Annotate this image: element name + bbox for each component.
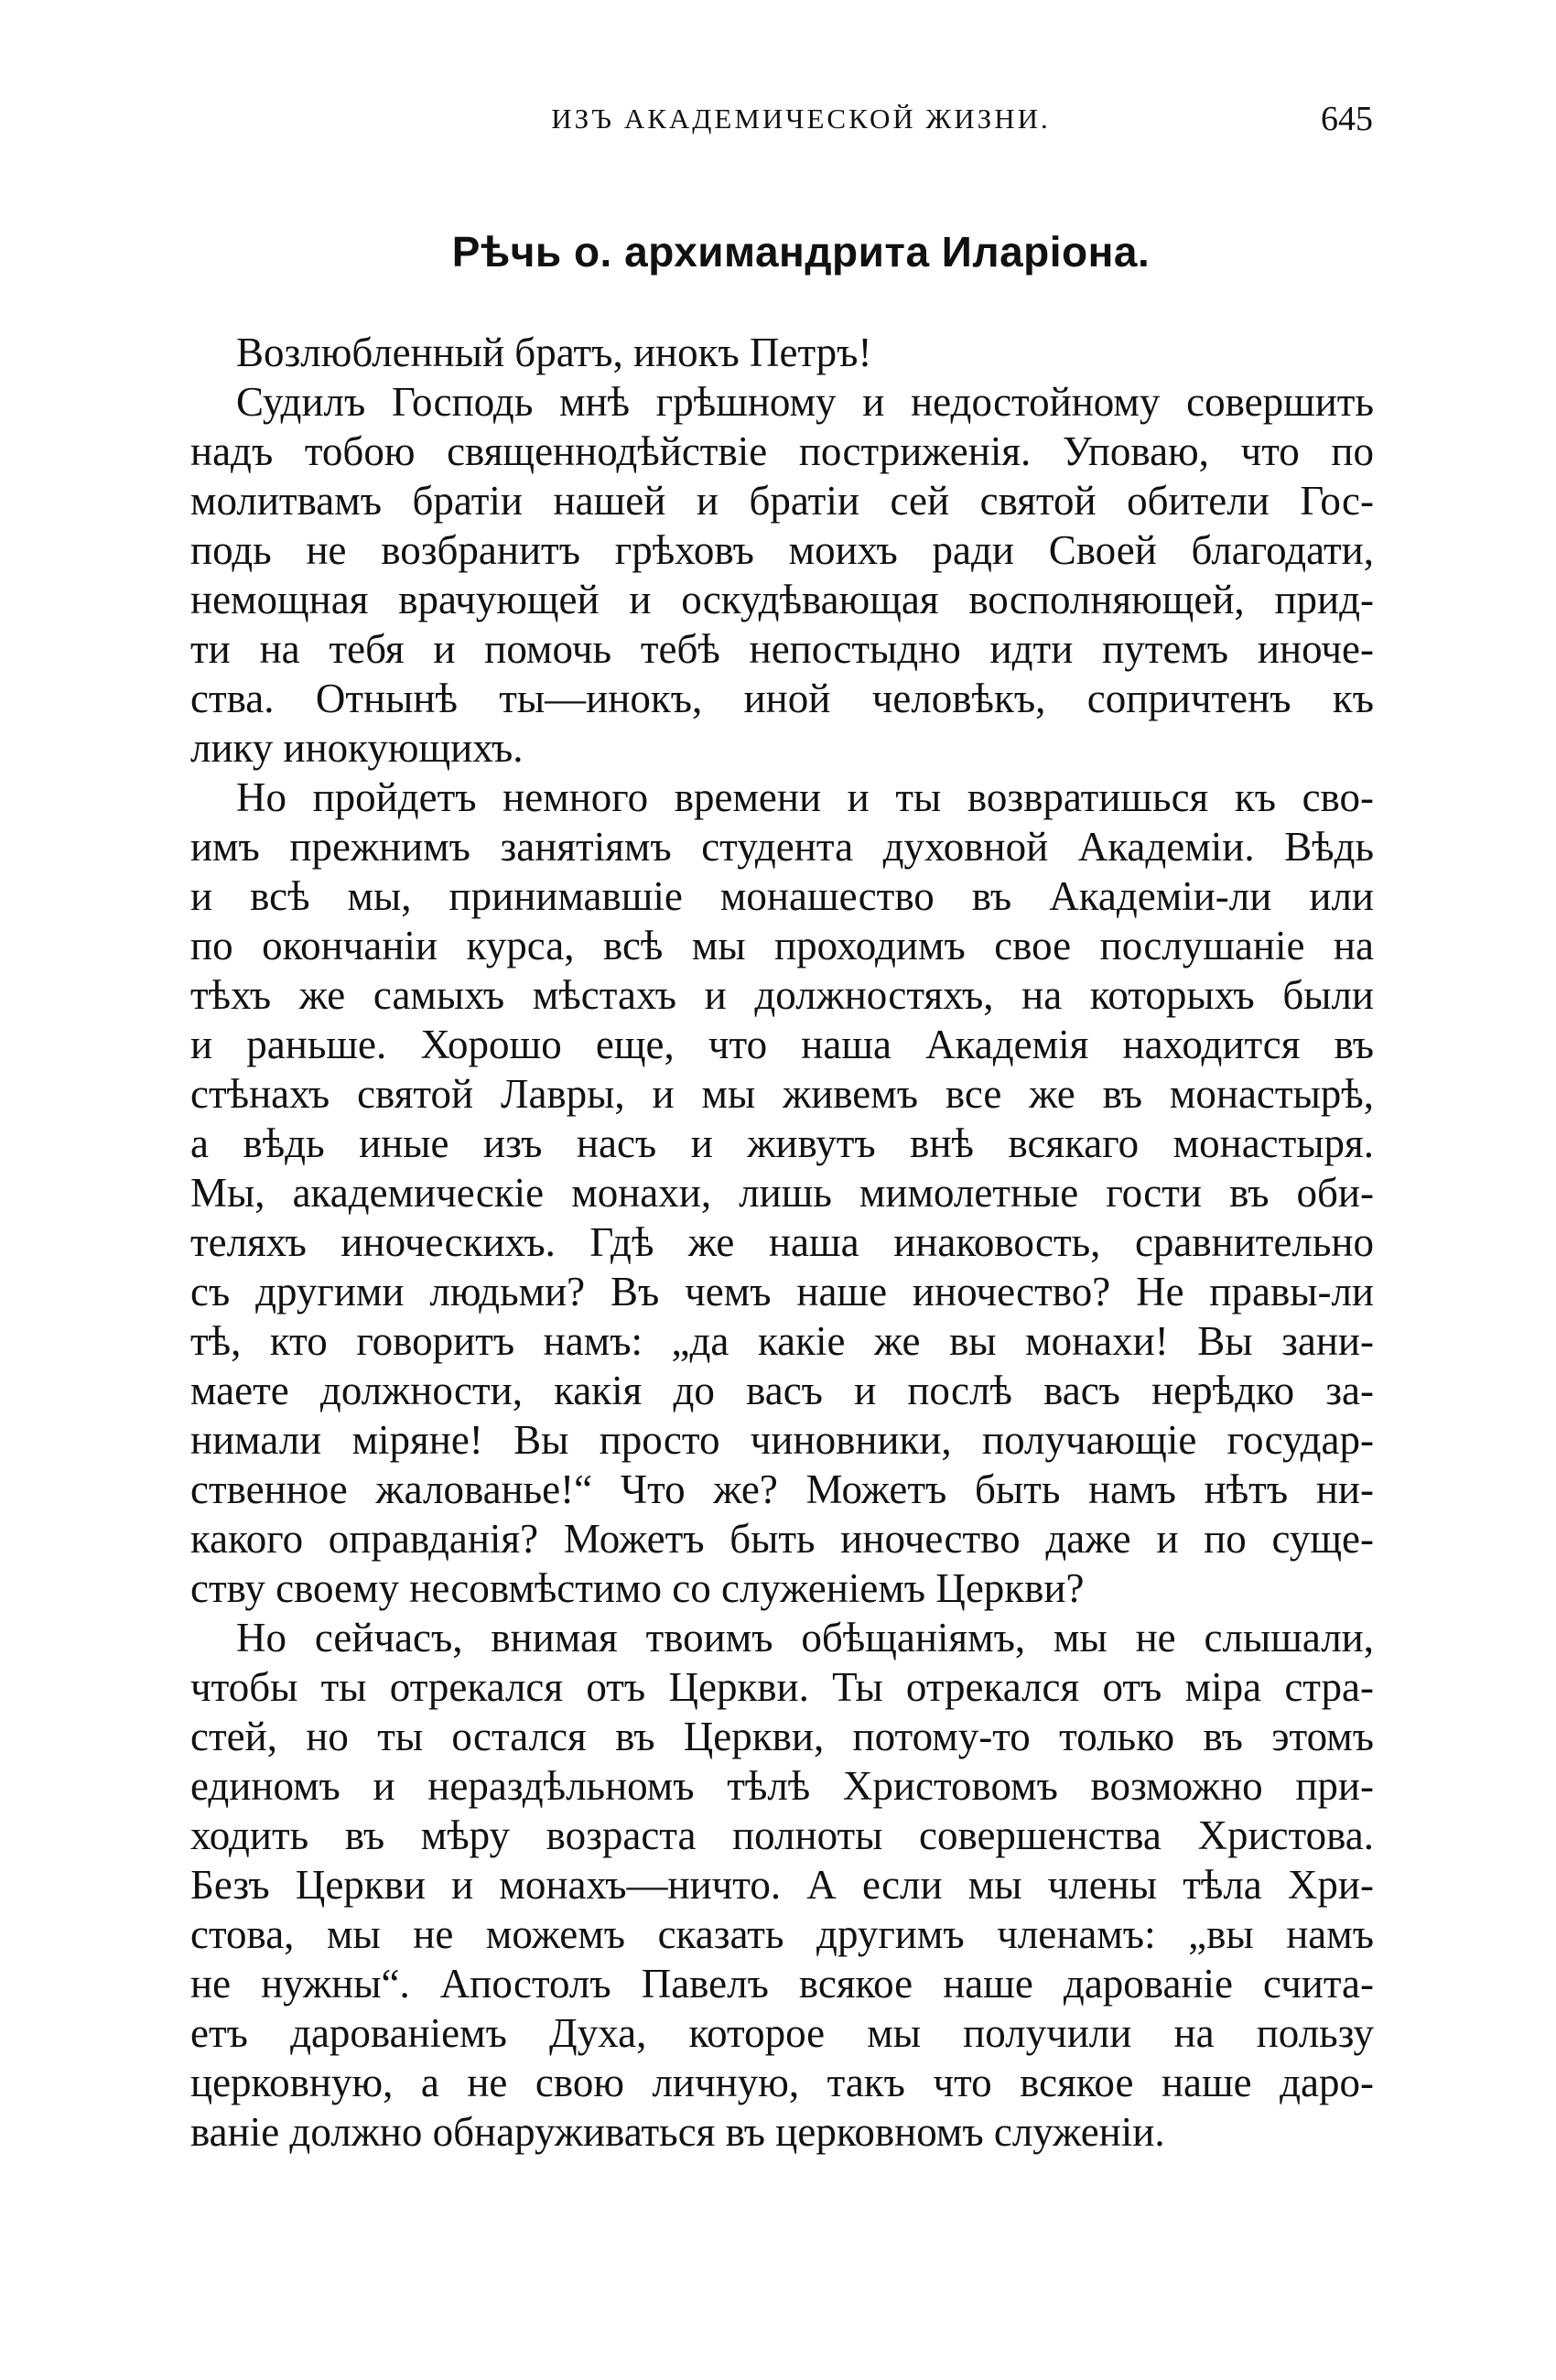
text-line: надъ тобою священнодѣйствіе постриженія. Уповаю, что по: [190, 428, 1374, 474]
text-line: маете должности, какія до васъ и послѣ васъ нерѣдко за-: [190, 1368, 1374, 1413]
text-line: тѣ, кто говоритъ намъ: „да какіе же вы монахи! Вы зани-: [190, 1318, 1374, 1364]
text-line: имъ прежнимъ занятіямъ студента духовной Академіи. Вѣдь: [190, 824, 1374, 870]
paragraph-2: [190, 773, 1374, 1613]
text-line: стова, мы не можемъ сказать другимъ членамъ: „вы намъ: [190, 1911, 1374, 1957]
paragraph-3: [190, 1613, 1374, 2157]
text-line: нимали міряне! Вы просто чиновники, получающіе государ-: [190, 1417, 1374, 1463]
text-line: а вѣдь иные изъ насъ и живутъ внѣ всякаго монастыря.: [190, 1120, 1374, 1166]
text-line: стей, но ты остался въ Церкви, потому-то только въ этомъ: [190, 1714, 1374, 1759]
text-line: теляхъ иноческихъ. Гдѣ же наша инаковость, сравнительно: [190, 1219, 1374, 1265]
text-line: немощная врачующей и оскудѣвающая восполняющей, прид-: [190, 577, 1374, 622]
text-line: церковную, а не свою личную, такъ что всякое наше даро-: [190, 2060, 1374, 2105]
text-line: Судилъ Господь мнѣ грѣшному и недостойному совершить: [236, 379, 1374, 425]
text-line: съ другими людьми? Въ чемъ наше иночество? Не правы-ли: [190, 1269, 1374, 1314]
text-line: ходить въ мѣру возраста полноты совершенства Христова.: [190, 1812, 1374, 1858]
text-line: Но пройдетъ немного времени и ты возвратишься къ сво-: [236, 774, 1374, 820]
text-line: ственное жалованье!“ Что же? Можетъ быть намъ нѣтъ ни-: [190, 1466, 1374, 1512]
greeting-line: Возлюбленный братъ, инокъ Петръ!: [236, 330, 872, 375]
speech-title: Рѣчь о. архимандрита Иларіона.: [451, 228, 1151, 276]
text-line: какого оправданія? Можетъ быть иночество даже и по суще-: [190, 1516, 1374, 1562]
text-line: ти на тебя и помочь тебѣ непостыдно идти путемъ иноче-: [190, 626, 1374, 672]
text-line: единомъ и нераздѣльномъ тѣлѣ Христовомъ возможно при-: [190, 1763, 1374, 1809]
text-line: ства. Отнынѣ ты—инокъ, иной человѣкъ, сопричтенъ къ: [190, 676, 1374, 721]
text-line: Мы, академическіе монахи, лишь мимолетные гости въ оби-: [190, 1170, 1374, 1216]
text-line: тѣхъ же самыхъ мѣстахъ и должностяхъ, на которыхъ были: [190, 972, 1374, 1018]
text-line: Но сейчасъ, внимая твоимъ обѣщаніямъ, мы не слышали,: [236, 1615, 1374, 1661]
paragraph-1: [190, 377, 1374, 773]
body-text: [190, 328, 1374, 2157]
text-line: подь не возбранитъ грѣховъ моихъ ради Своей благодати,: [190, 527, 1374, 573]
text-line: етъ дарованіемъ Духа, которое мы получили на пользу: [190, 2010, 1374, 2056]
text-line: Безъ Церкви и монахъ—ничто. А если мы члены тѣла Хри-: [190, 1862, 1374, 1908]
text-line: не нужны“. Апостолъ Павелъ всякое наше дарованіе счита-: [190, 1961, 1374, 2007]
text-line: стѣнахъ святой Лавры, и мы живемъ все же въ монастырѣ,: [190, 1071, 1374, 1117]
text-line: молитвамъ братіи нашей и братіи сей святой обители Гос-: [190, 478, 1374, 524]
page-number: 645: [1321, 100, 1373, 138]
text-line: и раньше. Хорошо еще, что наша Академія находится въ: [190, 1022, 1374, 1067]
text-line: ству своему несовмѣстимо со служеніемъ Церкви?: [190, 1565, 1085, 1611]
text-line: чтобы ты отрекался отъ Церкви. Ты отрекался отъ міра стра-: [190, 1664, 1374, 1710]
text-line: по окончаніи курса, всѣ мы проходимъ свое послушаніе на: [190, 923, 1374, 968]
text-line: лику инокующихъ.: [190, 725, 524, 771]
running-title: ИЗЪ АКАДЕМИЧЕСКОЙ ЖИЗНИ.: [551, 103, 1051, 135]
running-head: [229, 95, 1373, 141]
text-line: и всѣ мы, принимавшіе монашество въ Академіи-ли или: [190, 873, 1374, 919]
text-line: ваніе должно обнаруживаться въ церковномъ служеніи.: [190, 2109, 1165, 2155]
